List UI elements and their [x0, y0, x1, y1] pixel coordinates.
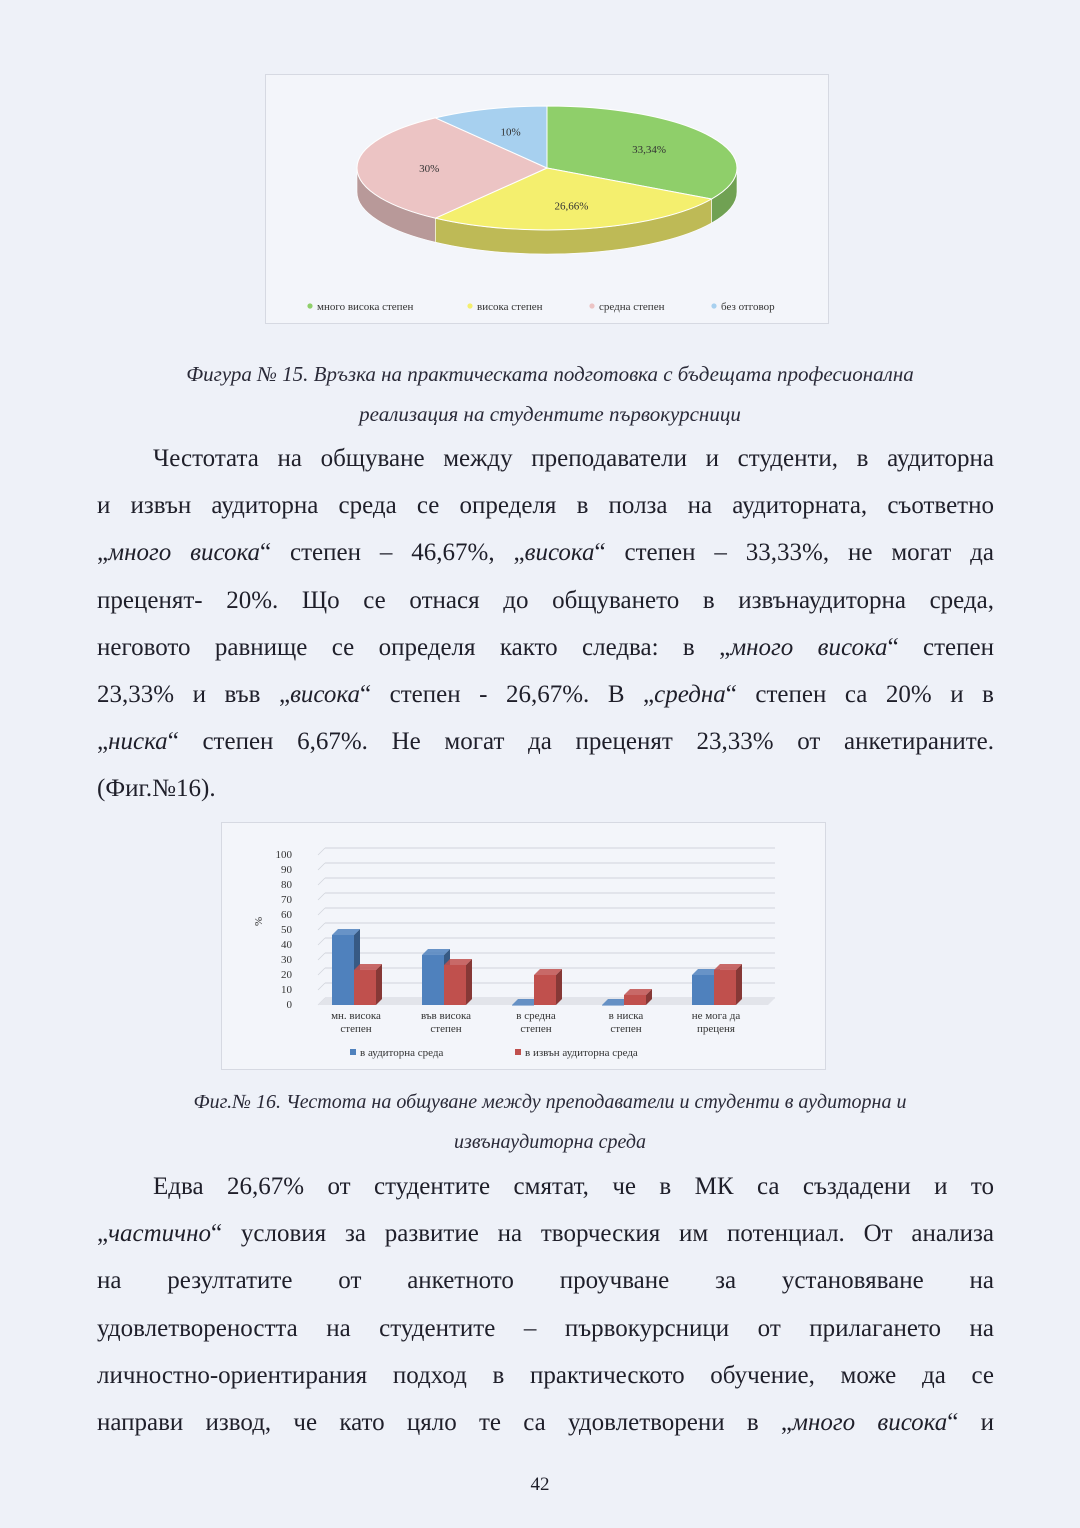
text-run: “ степен – 46,67%, „ [260, 539, 525, 567]
pie-legend-label: много висока степен [317, 301, 414, 313]
x-tick-label: във висока [420, 1010, 472, 1022]
figure-15-caption-line2: реализация на студентите първокурсници [359, 402, 741, 426]
bar-front [624, 995, 646, 1005]
gridline-side [318, 923, 325, 930]
x-tick-label: степен [610, 1023, 642, 1035]
bar-legend [350, 1047, 638, 1059]
pie-legend [307, 301, 775, 313]
text-run: „ [97, 728, 109, 756]
pie-data-label: 30% [419, 163, 440, 175]
bar-front [422, 955, 444, 1005]
bar [354, 964, 382, 1005]
x-tick-label: преценя [697, 1023, 735, 1035]
paragraph-line: личностно-ориентирания подход в практическото обучение, може да се [97, 1361, 994, 1389]
text-run: неговото равнище се определя както следва: в „ [97, 633, 731, 661]
text-run: „ [97, 539, 109, 567]
y-tick-label: 0 [286, 999, 292, 1011]
bar-legend-swatch [515, 1049, 521, 1055]
gridline-side [318, 968, 325, 975]
paragraph-line [97, 1210, 994, 1257]
x-tick-label: в ниска [608, 1010, 644, 1022]
figure-15-caption-line1: Фигура № 15. Връзка на практическата подготовка с бъдещата професионална [186, 362, 914, 386]
pie-data-label: 10% [500, 126, 521, 139]
x-tick-label: мн. висока [331, 1010, 381, 1022]
bar [714, 964, 742, 1005]
paragraph-line [97, 529, 994, 576]
y-tick-label: 50 [281, 924, 292, 936]
bar-front [354, 970, 376, 1005]
text-run: „ [97, 1220, 109, 1248]
x-tick-label: не мога да [691, 1010, 741, 1022]
x-tick-label: степен [430, 1023, 462, 1035]
bar-legend-swatch [350, 1049, 356, 1055]
pie-legend-swatch [589, 303, 594, 308]
bar-front [512, 1005, 534, 1006]
text-run: “ степен 6,67%. Не могат да преценят 23,33% от анкетираните. [167, 728, 994, 756]
paragraph-line: Едва 26,67% от студентите смятат, че в МК са създадени и то [153, 1173, 994, 1200]
page-number: 42 [530, 1474, 550, 1495]
emphasis: висока [290, 681, 360, 709]
paragraph-line: на резултатите от анкетното проучване за установяване на [97, 1267, 994, 1295]
bar-front [444, 965, 466, 1005]
y-tick-label: 100 [275, 849, 292, 861]
y-tick-label: 70 [281, 894, 292, 906]
emphasis: частично [108, 1220, 212, 1248]
emphasis: много висока [730, 633, 888, 661]
x-tick-label: степен [520, 1023, 552, 1035]
pie-legend-label: средна степен [599, 301, 665, 313]
paragraph-line: преценят- 20%. Що се отнася до общуването в извънаудиторна среда, [97, 586, 994, 614]
text-run: “ условия за развитие на творческия им потенциал. От анализа [211, 1220, 994, 1248]
bar [624, 989, 652, 1005]
text-run: 23,33% и във „ [97, 681, 291, 709]
pie-legend-swatch [467, 303, 472, 308]
pie-chart-figure [265, 74, 829, 324]
paragraph-line [97, 624, 994, 671]
paragraph-1 [97, 435, 994, 813]
bar-side [736, 964, 742, 1005]
bar-front [332, 935, 354, 1005]
paragraph-line [97, 718, 994, 765]
bar-side [376, 964, 382, 1005]
bar-legend-label: в извън аудиторна среда [525, 1047, 638, 1059]
paragraph-line: Честотата на общуване между преподаватели и студенти, в аудиторна [153, 445, 994, 472]
pie-chart [266, 75, 828, 323]
emphasis: ниска [108, 728, 168, 756]
pie-legend-swatch [307, 303, 312, 308]
pie-data-label: 26,66% [554, 200, 589, 213]
text-run: “ степен са 20% и в [725, 681, 994, 709]
pie-data-label: 33,34% [632, 143, 666, 156]
bar-chart-figure [221, 822, 826, 1070]
figure-16-caption-line2: извънаудиторна среда [454, 1131, 646, 1153]
y-axis-label: % [253, 916, 265, 926]
y-tick-label: 40 [281, 939, 292, 951]
emphasis: висока [524, 539, 595, 567]
gridline-side [318, 848, 325, 855]
bar-side [466, 959, 472, 1005]
text-run: “ степен – 33,33%, не могат да [594, 539, 994, 567]
pie-legend-swatch [711, 303, 716, 308]
gridline-side [318, 893, 325, 900]
paragraph-line: (Фиг.№16). [97, 775, 216, 803]
text-run: “ и [947, 1409, 994, 1437]
y-tick-label: 80 [281, 879, 292, 891]
paragraph-line: удовлетвореността на студентите – първокурсници от прилагането на [97, 1314, 994, 1342]
bar-front [714, 970, 736, 1005]
x-tick-label: в средна [516, 1010, 556, 1022]
gridline-side [318, 953, 325, 960]
figure-16-caption [100, 1082, 1000, 1162]
bar [534, 969, 562, 1005]
emphasis: много висока [792, 1409, 948, 1437]
figure-16-caption-line1: Фиг.№ 16. Честота на общуване между преподаватели и студенти в аудиторна и [193, 1091, 907, 1113]
paragraph-line: и извън аудиторна среда се определя в полза на аудиторната, съответно [97, 492, 994, 520]
paragraph-2 [97, 1163, 994, 1446]
text-run: “ степен - 26,67%. В „ [359, 681, 655, 709]
bar-chart [222, 823, 825, 1069]
bar [444, 959, 472, 1005]
gridline-side [318, 983, 325, 990]
y-tick-label: 20 [281, 969, 292, 981]
pie-legend-label: висока степен [477, 301, 543, 313]
gridline-side [318, 938, 325, 945]
bar-front [534, 975, 556, 1005]
bar-front [602, 1005, 624, 1006]
text-run: направи извод, че като цяло те са удовлетворени в „ [97, 1409, 792, 1437]
emphasis: средна [654, 681, 726, 709]
bar-legend-label: в аудиторна среда [360, 1047, 444, 1059]
pie-legend-label: без отговор [721, 301, 775, 313]
bar-front [692, 975, 714, 1005]
paragraph-line [97, 1399, 994, 1446]
y-tick-label: 10 [281, 984, 292, 996]
y-tick-label: 90 [281, 864, 292, 876]
bar-side [556, 969, 562, 1005]
figure-15-caption [100, 354, 1000, 434]
gridline-side [318, 878, 325, 885]
y-tick-label: 30 [281, 954, 292, 966]
text-run: “ степен [887, 633, 994, 661]
y-tick-label: 60 [281, 909, 292, 921]
paragraph-line [97, 671, 994, 718]
emphasis: много висока [108, 539, 261, 567]
gridline-side [318, 908, 325, 915]
x-tick-label: степен [340, 1023, 372, 1035]
gridline-side [318, 863, 325, 870]
